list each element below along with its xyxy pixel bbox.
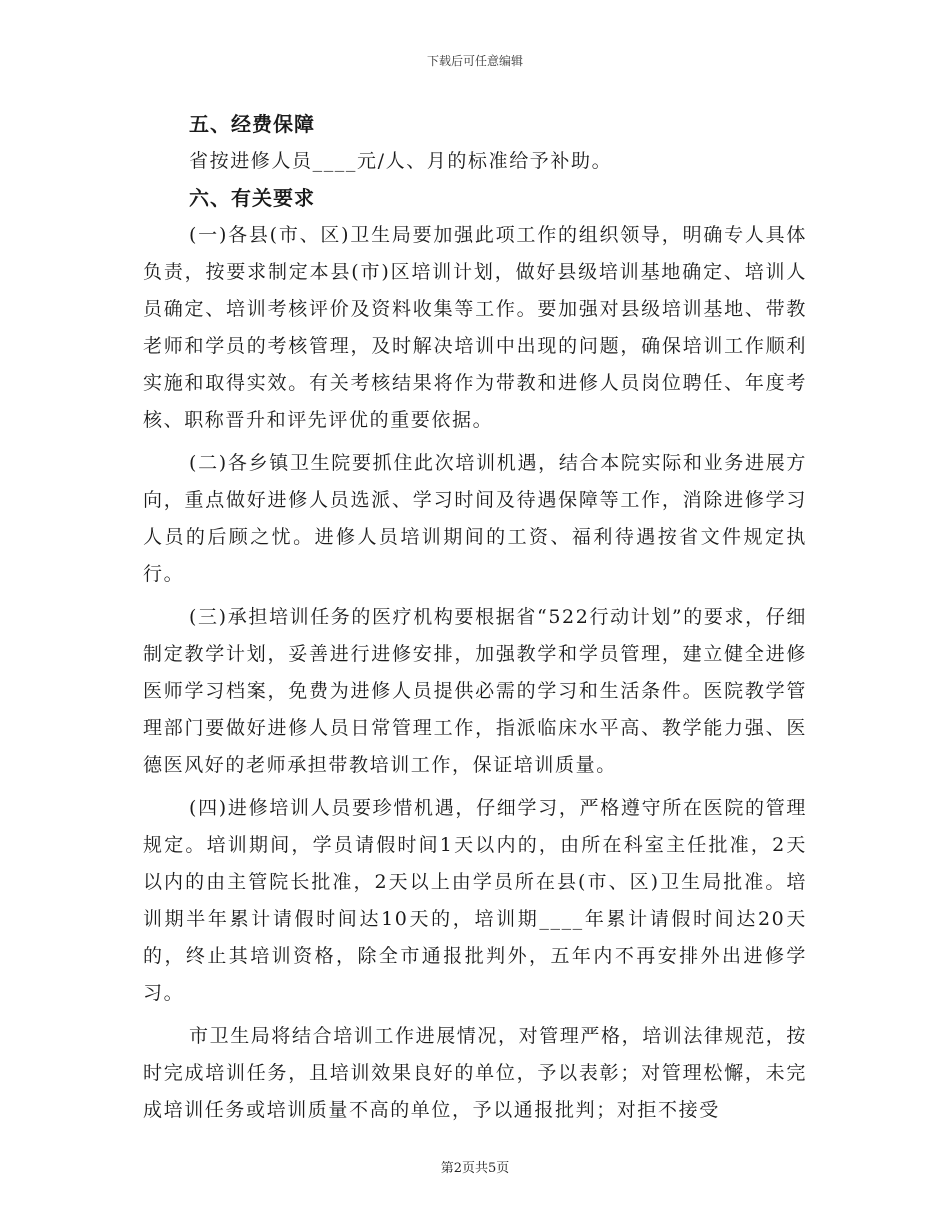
requirement-item-2: (二)各乡镇卫生院要抓住此次培训机遇，结合本院实际和业务进展方向，重点做好进修人员选派、学习时间及待遇保障等工作，消除进修学习人员的后顾之忧。进修人员培训期间的工资、福利待遇按省文件规定执行。: [143, 452, 807, 585]
document-body: [143, 106, 807, 1129]
page-header-note: 下载后可任意编辑: [426, 54, 523, 68]
requirement-item-3: (三)承担培训任务的医疗机构要根据省“522行动计划”的要求，仔细制定教学计划，妥善进行进修安排，加强教学和学员管理，建立健全进修医师学习档案，免费为进修人员提供必需的学习和生活条件。医院教学管理部门要做好进修人员日常管理工作，指派临床水平高、教学能力强、医德医风好的老师承担带教培训工作，保证培训质量。: [143, 606, 807, 776]
requirement-item-1: (一)各县(市、区)卫生局要加强此项工作的组织领导，明确专人具体负责，按要求制定本县(市)区培训计划，做好县级培训基地确定、培训人员确定、培训考核评价及资料收集等工作。要加强对县级培训基地、带教老师和学员的考核管理，及时解决培训中出现的问题，确保培训工作顺利实施和取得实效。有关考核结果将作为带教和进修人员岗位聘任、年度考核、职称晋升和评先评优的重要依据。: [143, 224, 807, 431]
closing-paragraph: 市卫生局将结合培训工作进展情况，对管理严格，培训法律规范，按时完成培训任务，且培训效果良好的单位，予以表彰；对管理松懈，未完成培训任务或培训质量不高的单位，予以通报批判；对拒不接受: [143, 1025, 808, 1121]
funding-paragraph: 省按进修人员____元/人、月的标准给予补助。: [189, 150, 613, 172]
requirement-item-4: (四)进修培训人员要珍惜机遇，仔细学习，严格遵守所在医院的管理规定。培训期间，学员请假时间1天以内的，由所在科室主任批准，2天以内的由主管院长批准，2天以上由学员所在县(市、区)卫生局批准。培训期半年累计请假时间达10天的，培训期____年累计请假时间达20天的，终止其培训资格，除全市通报批判外，五年内不再安排外出进修学习。: [143, 797, 807, 1004]
section-heading-funding: 五、经费保障: [189, 112, 315, 136]
page-number: 第2页共5页: [440, 1161, 510, 1176]
section-heading-requirements: 六、有关要求: [189, 186, 315, 210]
